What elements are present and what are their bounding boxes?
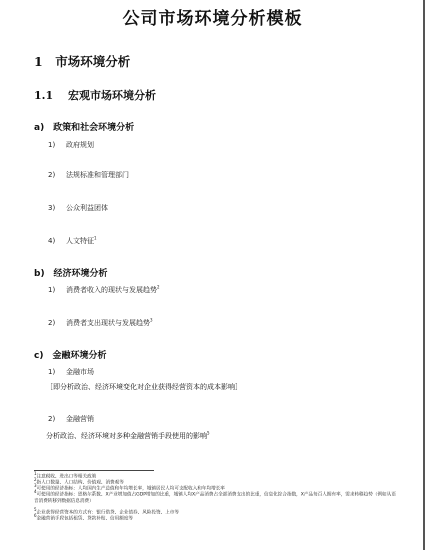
- list-item-number: 4): [48, 237, 56, 245]
- list-item-number: 1): [48, 286, 56, 294]
- footnote-text: 金融营销手段包括租赁、贷款补贴、信用额度等: [36, 516, 134, 522]
- footnote-text: 注意税收、进出口等相关政策: [36, 474, 97, 480]
- list-item: [48, 318, 153, 328]
- footnote-marker: 1: [34, 471, 37, 476]
- section-heading-1: 1 市场环境分析: [34, 54, 131, 69]
- list-item-text: 政府规划: [66, 141, 94, 149]
- footnote-marker: 4: [34, 489, 37, 494]
- list-item: [48, 236, 97, 246]
- list-item-number: 2): [48, 171, 56, 179]
- list-item-text: 公众利益团体: [66, 204, 108, 212]
- footnote-ref[interactable]: 2: [157, 284, 160, 290]
- list-item-text: 消费者收入的现状与发展趋势: [66, 286, 157, 294]
- document-title: 公司市场环境分析模板: [122, 9, 303, 29]
- footnote-marker: 3: [34, 483, 37, 488]
- footnote-marker: 5: [34, 507, 37, 512]
- list-item: [48, 203, 108, 213]
- list-item-number: 2): [48, 415, 56, 423]
- footnote-text: 可使用的经济指标：恩格尔系数、X产业增加值占GDP增加的比重，城镇人均X产品消费占全部消费支出的比重，信息化综合指数，X产品每百人拥有率，需求转移趋势（例如从语音消费转移到数据信息消费）: [34, 492, 396, 504]
- list-item-number: 2): [48, 319, 56, 327]
- list-item-text: 消费者支出现状与发展趋势: [66, 319, 150, 327]
- list-item-text: 金融市场: [66, 368, 94, 376]
- item-description-text: 分析政治、经济环境对多种金融营销手段使用的影响: [46, 432, 207, 440]
- subsection-heading-b: b) 经济环境分析: [34, 269, 108, 279]
- footnote-ref[interactable]: 3: [150, 317, 153, 323]
- item-description: [46, 431, 210, 441]
- subsection-heading-c: c) 金融环境分析: [34, 351, 107, 361]
- list-item-text: 金融营销: [66, 415, 94, 423]
- list-item-number: 1): [48, 368, 56, 376]
- footnote-marker: 2: [34, 477, 37, 482]
- item-description: ［即分析政治、经济环境变化对企业获得经营资本的成本影响］: [46, 383, 242, 391]
- list-item-text: 法规标准和管理部门: [66, 171, 129, 179]
- subsection-heading-a: a) 政策和社会环境分析: [34, 123, 135, 133]
- footnote-text: 企业获得经营资本的方式有：银行借贷、企业债券、风险投资、上市等: [36, 510, 179, 516]
- footnote-text: 可使用的经济指标：人均国内生产总值和年均增长率，城镇居民人均可支配收入和年均增长率: [36, 486, 225, 492]
- footnote-separator: [34, 470, 154, 471]
- footnote-ref[interactable]: 1: [94, 235, 97, 241]
- list-item: [48, 170, 129, 180]
- footnote-text: 指人口数量、人口结构、价值观、消费观等: [36, 480, 124, 486]
- footnote-marker: 6: [34, 513, 37, 518]
- list-item-text: 人文特征: [66, 237, 94, 245]
- list-item: [48, 414, 94, 424]
- section-heading-1-1: 1.1 宏观市场环境分析: [34, 89, 156, 102]
- list-item-number: 3): [48, 204, 56, 212]
- list-item: [48, 140, 94, 150]
- footnote-ref[interactable]: 5: [207, 430, 210, 436]
- list-item: [48, 285, 160, 295]
- list-item-number: 1): [48, 141, 56, 149]
- list-item: [48, 367, 94, 377]
